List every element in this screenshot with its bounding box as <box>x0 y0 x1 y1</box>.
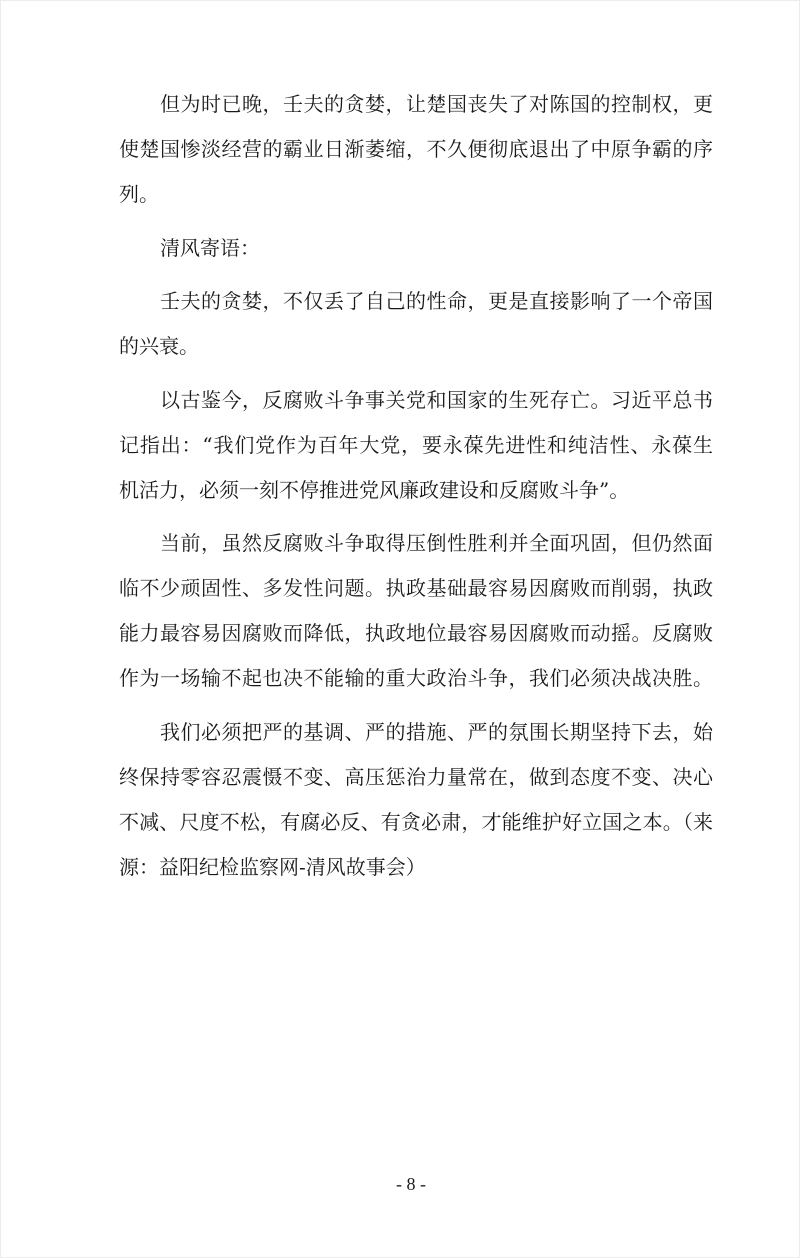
text-line: 作为一场输不起也决不能输的重大政治斗争，我们必须决战决胜。 <box>119 666 713 690</box>
text-line: 当前，虽然反腐败斗争取得压倒性胜利并全面巩固，但仍然面 <box>160 531 713 555</box>
paragraph-story-ending <box>119 82 713 217</box>
text-line: 记指出：“我们党作为百年大党，要永葆先进性和纯洁性、永葆生 <box>119 432 713 457</box>
paragraph-current-situation <box>119 521 713 701</box>
text-line: 但为时已晚，壬夫的贪婪，让楚国丧失了对陈国的控制权，更 <box>160 92 713 116</box>
document-body <box>119 82 713 898</box>
text-line: 壬夫的贪婪，不仅丢了自己的性命，更是直接影响了一个帝国 <box>160 289 713 313</box>
text-line: 临不少顽固性、多发性问题。执政基础最容易因腐败而削弱，执政 <box>119 576 713 600</box>
text-line: 列。 <box>119 182 159 206</box>
paragraph-section-heading <box>119 226 713 271</box>
text-line: 不减、尺度不松，有腐必反、有贪必肃，才能维护好立国之本。（来 <box>119 809 713 834</box>
paragraph-lesson <box>119 279 713 369</box>
source-line: 源：益阳纪检监察网-清风故事会） <box>119 854 426 879</box>
text-line: 能力最容易因腐败而降低，执政地位最容易因腐败而动摇。反腐败 <box>119 621 713 645</box>
text-line: 使楚国惨淡经营的霸业日渐萎缩，不久便彻底退出了中原争霸的序 <box>119 137 713 161</box>
page-number: - 8 - <box>396 1174 426 1194</box>
text-line: 终保持零容忍震慑不变、高压惩治力量常在，做到态度不变、决心 <box>119 764 713 789</box>
paragraph-quote <box>119 378 713 513</box>
section-heading: 清风寄语： <box>160 235 260 260</box>
paragraph-conclusion <box>119 710 713 890</box>
text-line: 以古鉴今，反腐败斗争事关党和国家的生死存亡。习近平总书 <box>160 387 713 412</box>
text-line: 机活力，必须一刻不停推进党风廉政建设和反腐败斗争”。 <box>119 477 630 502</box>
text-line: 的兴衰。 <box>119 334 199 358</box>
text-line: 我们必须把严的基调、严的措施、严的氛围长期坚持下去，始 <box>160 719 713 744</box>
